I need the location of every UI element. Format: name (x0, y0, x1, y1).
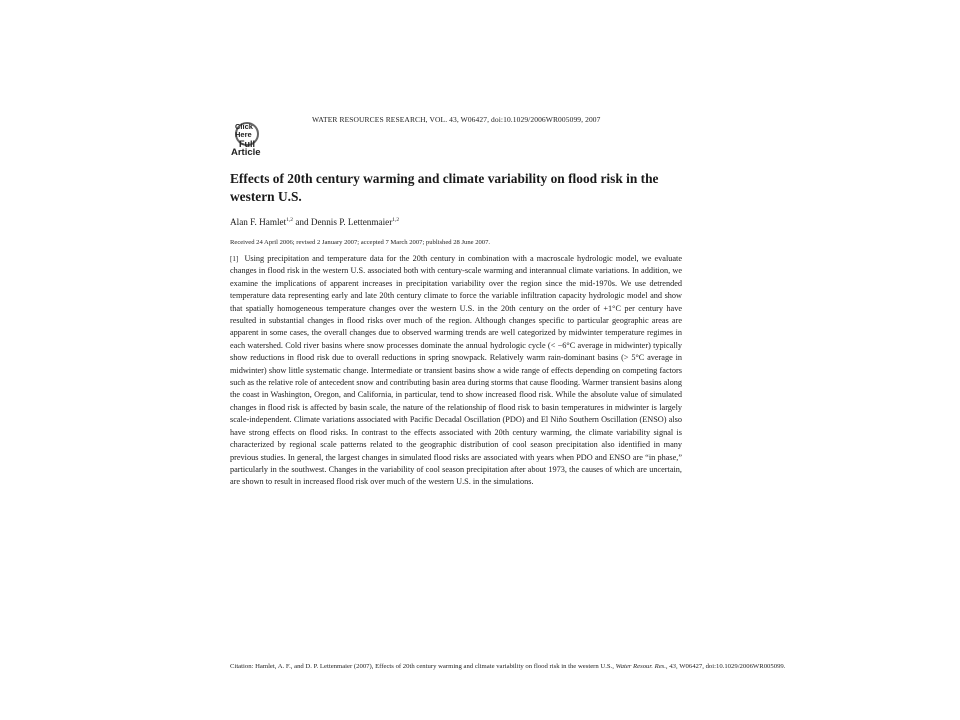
author-name: Alan F. Hamlet (230, 217, 287, 228)
author-separator: and (293, 217, 311, 228)
citation-text: Citation: Hamlet, A. F., and D. P. Lettenmaier (2007), Effects of 20th century warming and climate variability on flood risk in the western U.S., (230, 663, 616, 670)
abstract-text: Using precipitation and temperature data for the 20th century in combination with a macroscale hydrologic model, we evaluate changes in flood risk in the western U.S. associated both with century-scale warming and interannual climate variations. In addition, we examine the implications of apparent increases in precipitation variability over the region since the mid-1970s. We use detrended temperature data representing early and late 20th century climate to force the variable infiltration capacity hydrologic model and show that spatially homogeneous temperature changes over the western U.S. in the 20th century on the order of +1°C per century have resulted in substantial changes in flood risks over much of the region. Although changes specific to particular geographic areas are apparent in some cases, the overall changes due to observed warming trends are well categorized by midwinter temperature regimes in each watershed. Cold river basins where snow processes dominate the annual hydrologic cycle (< −6°C average in midwinter) typically show reductions in flood risk due to overall reductions in spring snowpack. Relatively warm rain-dominant basins (> 5°C average in midwinter) show little systematic change. Intermediate or transient basins show a wide range of effects depending on competing factors such as the relative role of antecedent snow and contributing basin area during storms that cause flooding. Warmer transient basins along the coast in Washington, Oregon, and California, in particular, tend to show increased flood risk. While the absolute value of simulated changes in flood risk is affected by basin scale, the nature of the relationship of flood risk to basin temperatures in midwinter is largely scale-independent. Climate variations associated with Pacific Decadal Oscillation (PDO) and El Niño Southern Oscillation (ENSO) also have strong effects on flood risks. In contrast to the effects associated with 20th century warming, the climate variability signal is characterized by regional scale patterns related to the geographic distribution of cool season precipitation also identified in many previous studies. In general, the largest changes in simulated flood risks are associated with years when PDO and ENSO are “in phase,” particularly in the southwest. Changes in the variability of cool season precipitation after about 1973, the causes of which are uncertain, are shown to result in increased flood risk over much of the western U.S. in the simulations. (230, 254, 682, 487)
received-dates: Received 24 April 2006; revised 2 January 2007; accepted 7 March 2007; published 28 June 2007. (230, 239, 491, 246)
author-affiliation: 1,2 (392, 217, 400, 223)
journal-header: WATER RESOURCES RESEARCH, VOL. 43, W06427, doi:10.1029/2006WR005099, 2007 (312, 115, 601, 124)
full-article-badge[interactable] (229, 120, 265, 162)
citation-doi: W06427, doi:10.1029/2006WR005099. (677, 663, 786, 670)
badge-line-full: Full (239, 139, 255, 149)
citation-journal: Water Resour. Res., 43, (615, 663, 678, 670)
badge-line-article: Article (231, 147, 261, 158)
badge-line-click: Click (235, 122, 253, 131)
citation (230, 661, 790, 672)
author-affiliation: 1,2 (286, 217, 294, 223)
article-title: Effects of 20th century warming and climate variability on flood risk in the western U.S. (230, 171, 659, 204)
author-name: Dennis P. Lettenmaier (310, 217, 393, 228)
abstract (230, 253, 682, 489)
paragraph-number: [1] (230, 255, 239, 263)
author-list (230, 217, 399, 227)
badge-line-here: Here (235, 130, 252, 139)
